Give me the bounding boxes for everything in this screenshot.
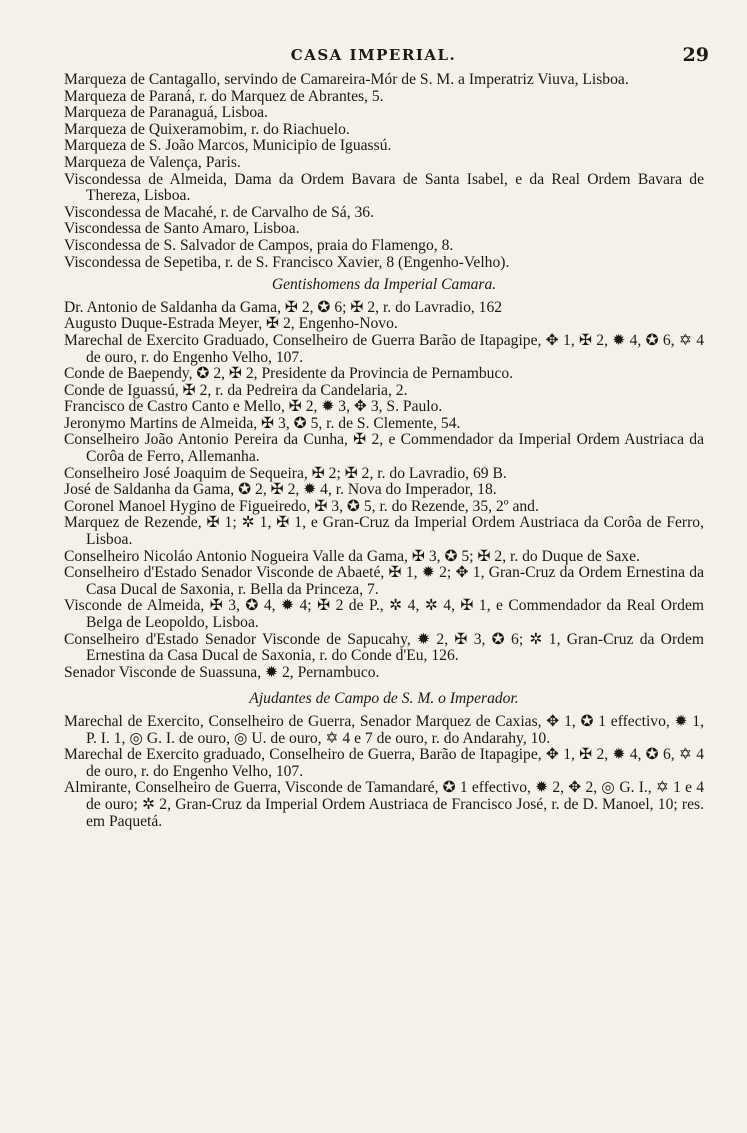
entry: Augusto Duque-Estrada Meyer, ✠ 2, Engenho-Novo. <box>64 315 398 333</box>
entry: Conde de Baependy, ✪ 2, ✠ 2, Presidente da Provincia de Pernambuco. <box>64 365 514 383</box>
section-ajudantes <box>64 714 704 830</box>
entry: Conselheiro Nicoláo Antonio Nogueira Valle da Gama, ✠ 3, ✪ 5; ✠ 2, r. do Duque de Saxe. <box>64 547 640 565</box>
entry: Viscondessa de Almeida, Dama da Ordem Bavara de Santa Isabel, e da Real Ordem Bavara de Thereza, Lisboa. <box>64 170 704 205</box>
page-number: 29 <box>682 44 709 66</box>
entry: Viscondessa de Sepetiba, r. de S. Francisco Xavier, 8 (Engenho-Velho). <box>64 253 510 271</box>
entry: Conselheiro João Antonio Pereira da Cunha, ✠ 2, e Commendador da Imperial Ordem Austriaca da Corôa de Ferro, Allemanha. <box>64 431 704 466</box>
page-header <box>0 44 747 68</box>
entry: Viscondessa de S. Salvador de Campos, praia do Flamengo, 8. <box>64 236 454 254</box>
entry: Marqueza de Paraná, r. do Marquez de Abrantes, 5. <box>64 87 384 105</box>
page-body <box>64 72 704 830</box>
entry: Almirante, Conselheiro de Guerra, Visconde de Tamandaré, ✪ 1 effectivo, ✹ 2, ✥ 2, ◎ G. I., ✡ 1 e 4 de ouro; ✲ 2, Gran-Cruz da Imperial Ordem Austriaca de Francisco José, r. de D. Manoel, 10; res. em Paquetá. <box>64 779 704 830</box>
entry: Dr. Antonio de Saldanha da Gama, ✠ 2, ✪ 6; ✠ 2, r. do Lavradio, 162 <box>64 298 503 316</box>
entry: Conselheiro d'Estado Senador Visconde de Abaeté, ✠ 1, ✹ 2; ✥ 1, Gran-Cruz da Ordem Ernestina da Casa Ducal de Saxonia, r. Bella da Princeza, 7. <box>64 564 704 598</box>
section-gentishomens <box>64 300 704 682</box>
section-heading-ajudantes: Ajudantes de Campo de S. M. o Imperador. <box>249 690 519 708</box>
entry: Marqueza de Paranaguá, Lisboa. <box>64 104 268 122</box>
entry: Marqueza de Valença, Paris. <box>64 153 241 171</box>
running-title: CASA IMPERIAL. <box>290 46 457 64</box>
entry: Marqueza de Cantagallo, servindo de Camareira-Mór de S. M. a Imperatriz Viuva, Lisboa. <box>64 71 629 88</box>
section-damas <box>64 72 704 271</box>
entry: Francisco de Castro Canto e Mello, ✠ 2, ✹ 3, ✥ 3, S. Paulo. <box>64 398 443 416</box>
entry: Viscondessa de Macahé, r. de Carvalho de Sá, 36. <box>64 203 374 221</box>
entry: Conselheiro José Joaquim de Sequeira, ✠ 2; ✠ 2, r. do Lavradio, 69 B. <box>64 464 507 482</box>
entry: Senador Visconde de Suassuna, ✹ 2, Pernambuco. <box>64 663 380 681</box>
entry: Conselheiro d'Estado Senador Visconde de Sapucahy, ✹ 2, ✠ 3, ✪ 6; ✲ 1, Gran-Cruz da Ordem Ernestina da Casa Ducal de Saxonia, r. do Conde d'Eu, 126. <box>64 630 704 665</box>
entry: Marechal de Exercito graduado, Conselheiro de Guerra, Barão de Itapagipe, ✥ 1, ✠ 2, ✹ 4, ✪ 6, ✡ 4 de ouro, r. do Engenho Velho, 107. <box>64 746 704 780</box>
entry: Marquez de Rezende, ✠ 1; ✲ 1, ✠ 1, e Gran-Cruz da Imperial Ordem Austriaca da Corôa de Ferro, Lisboa. <box>64 514 704 549</box>
entry: Viscondessa de Santo Amaro, Lisboa. <box>64 220 300 238</box>
entry: Visconde de Almeida, ✠ 3, ✪ 4, ✹ 4; ✠ 2 de P., ✲ 4, ✲ 4, ✠ 1, e Commendador da Real Ordem Belga de Leopoldo, Lisboa. <box>64 597 704 631</box>
entry: Coronel Manoel Hygino de Figueiredo, ✠ 3, ✪ 5, r. do Rezende, 35, 2º and. <box>64 497 539 515</box>
entry: Conde de Iguassú, ✠ 2, r. da Pedreira da Candelaria, 2. <box>64 381 408 399</box>
entry: Marechal de Exercito Graduado, Conselheiro de Guerra Barão de Itapagipe, ✥ 1, ✠ 2, ✹ 4, ✪ 6, ✡ 4 de ouro, r. do Engenho Velho, 107. <box>64 331 704 366</box>
entry: Marqueza de S. João Marcos, Municipio de Iguassú. <box>64 137 392 155</box>
entry: Jeronymo Martins de Almeida, ✠ 3, ✪ 5, r. de S. Clemente, 54. <box>64 414 461 432</box>
section-heading-gentishomens: Gentishomens da Imperial Camara. <box>271 276 497 294</box>
entry: Marqueza de Quixeramobim, r. do Riachuelo. <box>64 120 350 138</box>
entry: José de Saldanha da Gama, ✪ 2, ✠ 2, ✹ 4, r. Nova do Imperador, 18. <box>64 481 497 499</box>
entry: Marechal de Exercito, Conselheiro de Guerra, Senador Marquez de Caxias, ✥ 1, ✪ 1 effectivo, ✹ 1, P. I. 1, ◎ G. I. de ouro, ◎ U. de ouro, ✡ 4 e 7 de ouro, r. do Andarahy, 10. <box>64 712 704 747</box>
